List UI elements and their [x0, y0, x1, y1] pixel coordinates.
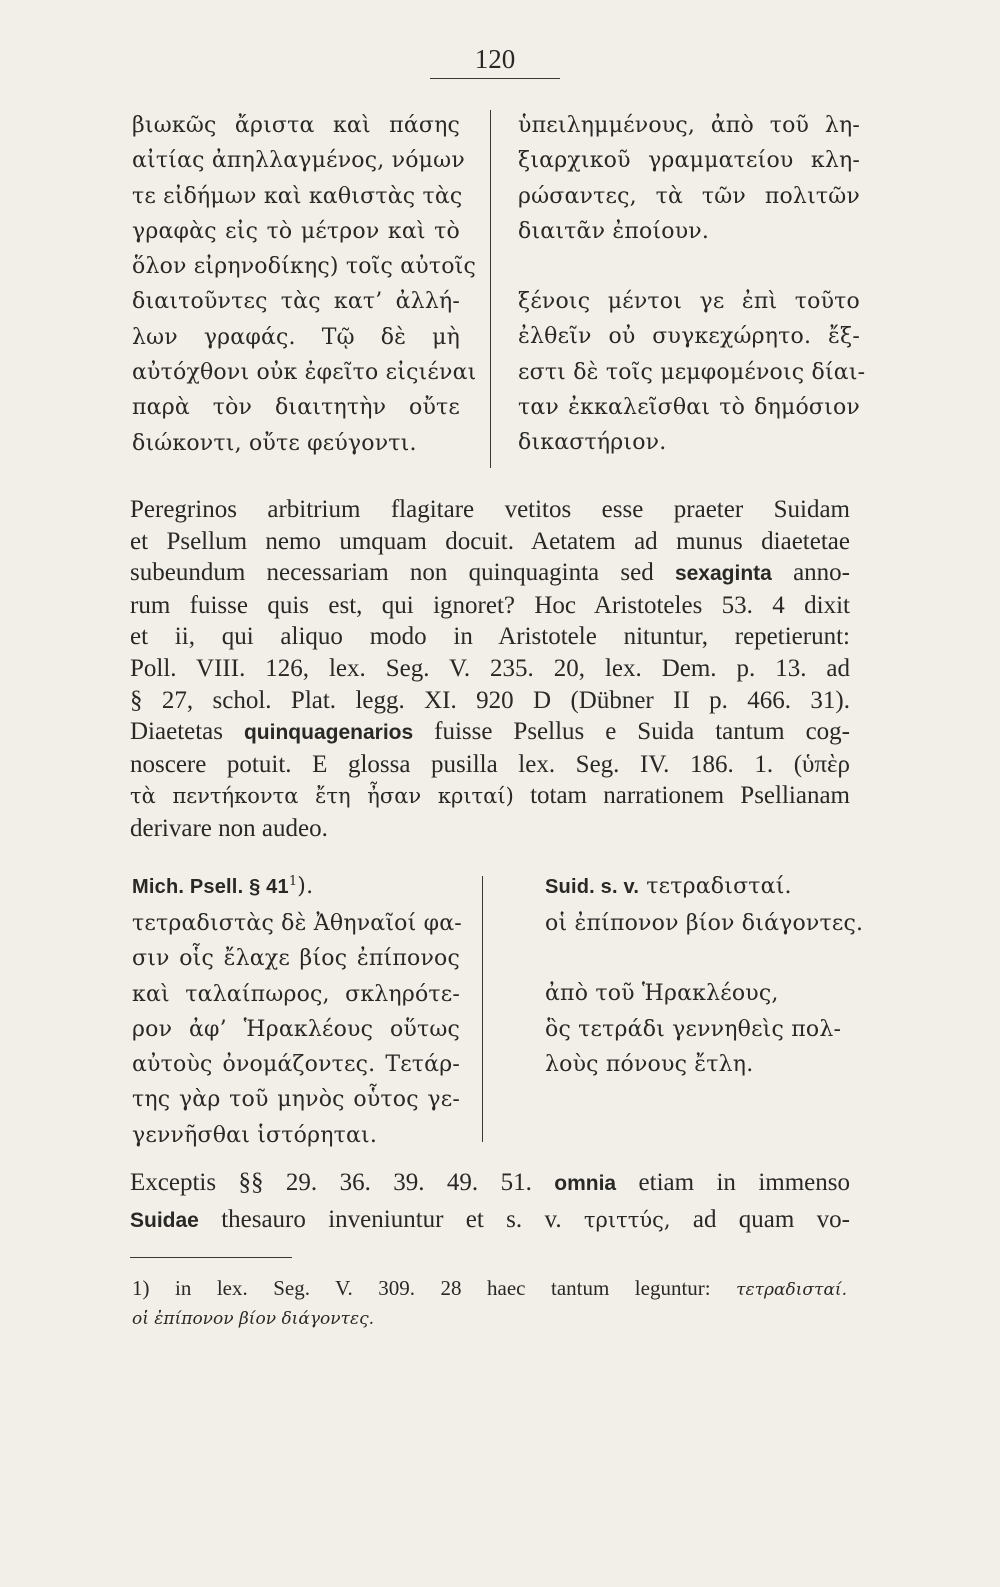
text-line: et Psellum nemo umquam docuit. Aetatem ad munus diaetetae [130, 527, 850, 555]
text-line: noscere potuit. E glossa pusilla lex. Seg. IV. 186. 1. (ὑπὲρ [130, 750, 850, 778]
latin-paragraph-1 [130, 494, 850, 845]
bottom-left-column [132, 868, 460, 1153]
text-line: παρὰ τὸν διαιτητὴν οὔτε [132, 395, 460, 421]
text-line: οἱ ἐπίπονον βίον διάγοντες. [545, 911, 864, 936]
bottom-right-column [545, 868, 864, 1082]
text-line: Suidae thesauro inveniuntur et s. v. τριττύς, ad quam vo- [130, 1206, 851, 1233]
bottom-column-divider [482, 876, 483, 1142]
text-line: γραφὰς εἰς τὸ μέτρον καὶ τὸ [132, 218, 460, 244]
column-heading: Suid. s. v. τετραδισταί. [545, 874, 792, 899]
text-line: αἰτίας ἀπηλλαγμένος, νόμων [132, 148, 465, 174]
text-line: Peregrinos arbitrium flagitare vetitos esse praeter Suidam [130, 496, 850, 523]
text-line: ἀπὸ τοῦ Ἡρακλέους, [545, 981, 779, 1007]
text-line: της γὰρ τοῦ μηνὸς οὗτος γε- [132, 1087, 460, 1113]
text-line: γεννῆσθαι ἱστόρηται. [132, 1122, 378, 1148]
text-line: τετραδιστὰς δὲ Ἀθηναῖοί φα- [132, 911, 462, 936]
text-line: ξιαρχικοῦ γραμματείου κλη- [518, 148, 860, 174]
text-line: rum fuisse quis est, qui ignoret? Hoc Aristoteles 53. 4 dixit [130, 591, 850, 619]
text-line: Diaetetas quinquagenarios fuisse Psellus e Suida tantum cog- [130, 718, 851, 746]
text-line: λων γραφάς. Τῷ δὲ μὴ [132, 324, 460, 350]
latin-paragraph-2 [130, 1165, 850, 1239]
text-line: ρώσαντες, τὰ τῶν πολιτῶν [518, 183, 860, 209]
footnote [132, 1274, 847, 1334]
text-line: οἱ ἐπίπονον βίον διάγοντες. [132, 1309, 375, 1329]
top-left-column [132, 108, 477, 461]
text-line: διαιτᾶν ἐποίουν. [518, 218, 710, 244]
text-line: derivare non audeo. [130, 814, 328, 842]
text-line: Exceptis §§ 29. 36. 39. 49. 51. omnia etiam in immenso [130, 1169, 851, 1196]
text-line: ρον ἀφ’ Ἡρακλέους οὕτως [132, 1016, 460, 1042]
top-right-column [518, 108, 866, 461]
text-line: δικαστήριον. [518, 430, 667, 456]
text-line: ταν ἐκκαλεῖσθαι τὸ δημόσιον [518, 395, 860, 421]
text-line: τε εἰδήμων καὶ καθιστὰς τὰς [132, 183, 463, 209]
text-line: αὐτοὺς ὀνομάζοντες. Τετάρ- [132, 1052, 460, 1078]
text-line: ὅλον εἰρηνοδίκης) τοῖς αὐτοῖς [132, 254, 477, 280]
text-line: διώκοντι, οὔτε φεύγοντι. [132, 430, 417, 456]
text-line: ὃς τετράδι γεννηθεὶς πολ- [545, 1016, 842, 1042]
text-line: διαιτοῦντες τὰς κατ’ ἀλλή- [132, 289, 460, 315]
text-line: Poll. VIII. 126, lex. Seg. V. 235. 20, lex. Dem. p. 13. ad [130, 654, 850, 682]
text-line: ξένοις μέντοι γε ἐπὶ τοῦτο [518, 289, 860, 315]
footnote-rule [130, 1257, 292, 1258]
text-line: αὐτόχθονι οὐκ ἐφεῖτο εἰςιέναι [132, 360, 477, 386]
page-number: 120 [474, 44, 516, 74]
top-column-divider [490, 110, 491, 468]
text-line: § 27, schol. Plat. legg. XI. 920 D (Dübner II p. 466. 31). [130, 686, 850, 714]
text-line: τὰ πεντήκοντα ἔτη ἦσαν κριταί) totam narrationem Psellianam [130, 782, 850, 810]
page-number-rule [430, 78, 560, 79]
text-line: subeundum necessariam non quinquaginta sed sexaginta anno- [130, 559, 850, 587]
column-heading: Mich. Psell. § $41^1$). [132, 874, 314, 899]
text-line: et ii, qui aliquo modo in Aristotele nituntur, repetierunt: [130, 623, 850, 651]
text-line: εστι δὲ τοῖς μεμφομένοις δίαι- [518, 359, 866, 385]
text-line: καὶ ταλαίπωρος, σκληρότε- [132, 981, 460, 1007]
text-line: ἐλθεῖν οὐ συγκεχώρητο. ἔξ- [518, 324, 860, 350]
text-line: σιν οἷς ἔλαχε βίος ἐπίπονος [132, 946, 460, 972]
text-line: βιωκῶς ἄριστα καὶ πάσης [132, 113, 460, 138]
text-line: λοὺς πόνους ἔτλη. [545, 1051, 754, 1077]
text-line: ὑπειλημμένους, ἀπὸ τοῦ λη- [518, 113, 860, 138]
text-line: 1) in lex. Seg. V. 309. 28 haec tantum leguntur: τετραδισταί. [132, 1276, 847, 1300]
